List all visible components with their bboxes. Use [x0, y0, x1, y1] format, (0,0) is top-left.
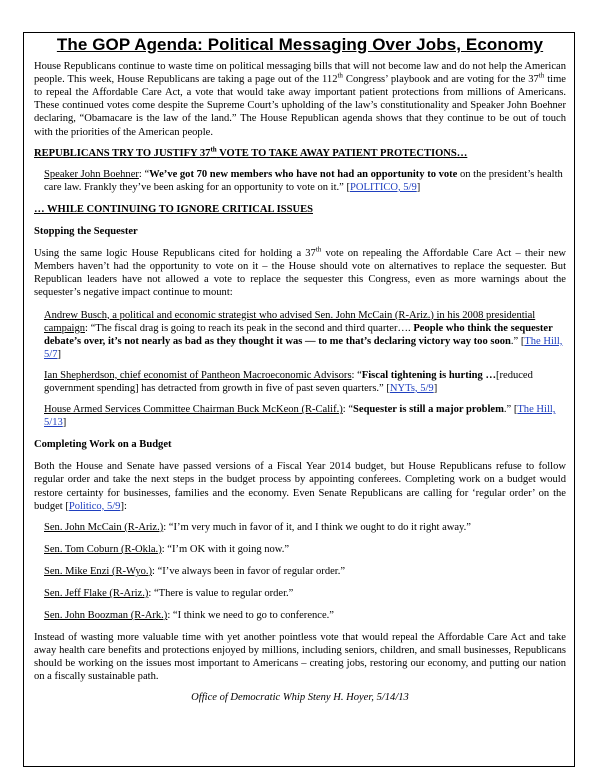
busch-plain: : “The fiscal drag is going to reach its peak in the second and third quarter….: [85, 322, 414, 334]
shepherdson-plain: [reduced government spending] has detracted from growth in five of past seven quarters.” [: [44, 369, 533, 394]
senator-name: Sen. Mike Enzi (R-Wyo.): [44, 565, 153, 577]
senator-name: Sen. John Boozman (R-Ark.): [44, 610, 168, 622]
boehner-rest: on the president’s health care law. Frankly they’ve been asking for an opportunity to vote on it.” [: [44, 168, 563, 193]
intro-sup-2: th: [538, 71, 545, 80]
busch-quote: [44, 309, 566, 361]
boehner-quote: [44, 168, 566, 194]
shepherdson-quote: [44, 369, 566, 395]
shepherdson-bold: Fiscal tightening is hurting: [361, 369, 483, 381]
senator-text: : “I’ve always been in favor of regular order.”: [152, 565, 346, 577]
senator-text: : “I’m very much in favor of it, and I think we ought to do it right away.”: [163, 521, 471, 533]
budget-close: ]:: [120, 500, 127, 512]
closing-paragraph: Instead of wasting more valuable time with yet another pointless vote that would repeal the Affordable Care Act and take away health care benefits and protections enjoyed by millions, including seniors, children, and small businesses, Republicans should be working on the issues most important to Americans – creating jobs, restoring our economy, and putting our nation on a fiscally sustainable path.: [34, 632, 566, 683]
senator-text: : “I think we need to go to conference.”: [167, 610, 334, 622]
budget-paragraph: [34, 460, 566, 512]
senator-name: Sen. Tom Coburn (R-Okla.): [44, 543, 162, 555]
senator-text: : “There is value to regular order.”: [148, 588, 294, 599]
subheading-budget: Completing Work on a Budget: [34, 439, 172, 451]
nyts-link[interactable]: NYTs, 5/9: [389, 382, 434, 394]
boehner-colon: : “: [138, 168, 150, 180]
busch-end: .” [: [510, 335, 525, 347]
senator-name: Sen. John McCain (R-Ariz.): [44, 521, 164, 533]
shepherdson-speaker: Ian Shepherdson, chief economist of Pantheon Macroeconomic Advisors: [44, 369, 352, 381]
budget-text: Both the House and Senate have passed versions of a Fiscal Year 2014 budget, but House Republicans refuse to follow regular order and take the next steps in the budget process by appointing conferees. Completing work on a budget would restore certainty for businesses, families and the economy. Even Senate Republicans are calling for ‘regular order’ on the budget [: [34, 461, 566, 512]
sequester-text-a: Using the same logic House Republicans cited for holding a 37: [34, 248, 316, 260]
senator-quote: [44, 565, 566, 578]
document-title: The GOP Agenda: Political Messaging Over Jobs, Economy: [56, 35, 544, 54]
mckeon-end: .” [: [503, 404, 518, 416]
mckeon-quote: [44, 403, 566, 429]
intro-text-2: Congress’ playbook and are voting for the 37: [342, 74, 539, 86]
heading1-text-b: VOTE TO TAKE AWAY PATIENT PROTECTIONS…: [216, 147, 468, 159]
senator-quotes: [44, 521, 566, 622]
senator-quote: [44, 609, 566, 622]
intro-text-3: time to repeal the Affordable Care Act, a vote that would take away important patient protections from millions of Americans. These continued votes come despite the Supreme Court’s upholding of the law’s constitutionality and Speaker John Boehner declaring, “Obamacare is the law of the land.” The House Republican agenda shows that they continue to be out of touch with the priorities of the American people.: [34, 74, 566, 138]
section-heading-justify: [34, 147, 566, 160]
boehner-speaker: Speaker John Boehner: [44, 168, 139, 180]
shepherdson-ellipsis: …: [485, 369, 496, 381]
sequester-text-b: vote on repealing the Affordable Care Act – their new Members haven’t had the opportunity to vote on it – the House should vote on alternatives to replace the sequester. But Republican leaders have not allowed a vote to replace the sequester this Congress, even as more warnings about the sequester’s negative impact continue to mount:: [34, 248, 567, 299]
sequester-sup: th: [315, 245, 322, 254]
document-body: [34, 35, 567, 704]
thehill-5-7-link[interactable]: The Hill, 5/7: [44, 335, 563, 360]
heading1-sup: th: [210, 145, 217, 154]
boehner-bold: We’ve got 70 new members who have not had an opportunity to vote: [149, 168, 458, 180]
sequester-paragraph: [34, 247, 566, 299]
busch-bold: People who think the sequester debate’s over, it’s not nearly as bad as they thought it was — to me that’s declaring victory way too soon: [44, 322, 553, 347]
mckeon-colon: : “: [342, 404, 354, 416]
senator-quote: [44, 543, 566, 556]
intro-text-1: House Republicans continue to waste time on political messaging bills that will not become law and do not help the American people. This week, House Republicans are taking a page out of the 112: [34, 61, 566, 86]
subheading-sequester: Stopping the Sequester: [34, 226, 138, 238]
mckeon-close: ]: [62, 417, 67, 429]
heading1-text-a: REPUBLICANS TRY TO JUSTIFY 37: [34, 147, 211, 159]
boehner-close: ]: [416, 181, 421, 193]
mckeon-bold: Sequester is still a major problem: [353, 404, 504, 416]
busch-close: ]: [57, 348, 61, 360]
shepherdson-colon: : “: [351, 369, 362, 381]
busch-speaker: Andrew Busch, a political and economic strategist who advised Sen. John McCain (R-Ariz.) in his 2008 presidential campaign: [44, 309, 536, 334]
senator-name: Sen. Jeff Flake (R-Ariz.): [44, 588, 149, 599]
thehill-5-13-link[interactable]: The Hill, 5/13: [44, 404, 556, 429]
senator-quote: [44, 521, 566, 534]
intro-paragraph: [34, 60, 566, 139]
senator-text: : “I’m OK with it going now.”: [161, 543, 290, 555]
politico-link[interactable]: POLITICO, 5/9: [349, 181, 417, 193]
signature: Office of Democratic Whip Steny H. Hoyer, 5/14/13: [191, 691, 409, 703]
intro-sup-1: th: [337, 71, 343, 80]
section-heading-ignore: … WHILE CONTINUING TO IGNORE CRITICAL ISSUES: [34, 203, 313, 215]
senator-quote: [44, 587, 566, 600]
mckeon-speaker: House Armed Services Committee Chairman Buck McKeon (R-Calif.): [44, 404, 343, 416]
politico-5-9-link[interactable]: Politico, 5/9: [68, 500, 121, 512]
shepherdson-close: ]: [433, 382, 438, 394]
